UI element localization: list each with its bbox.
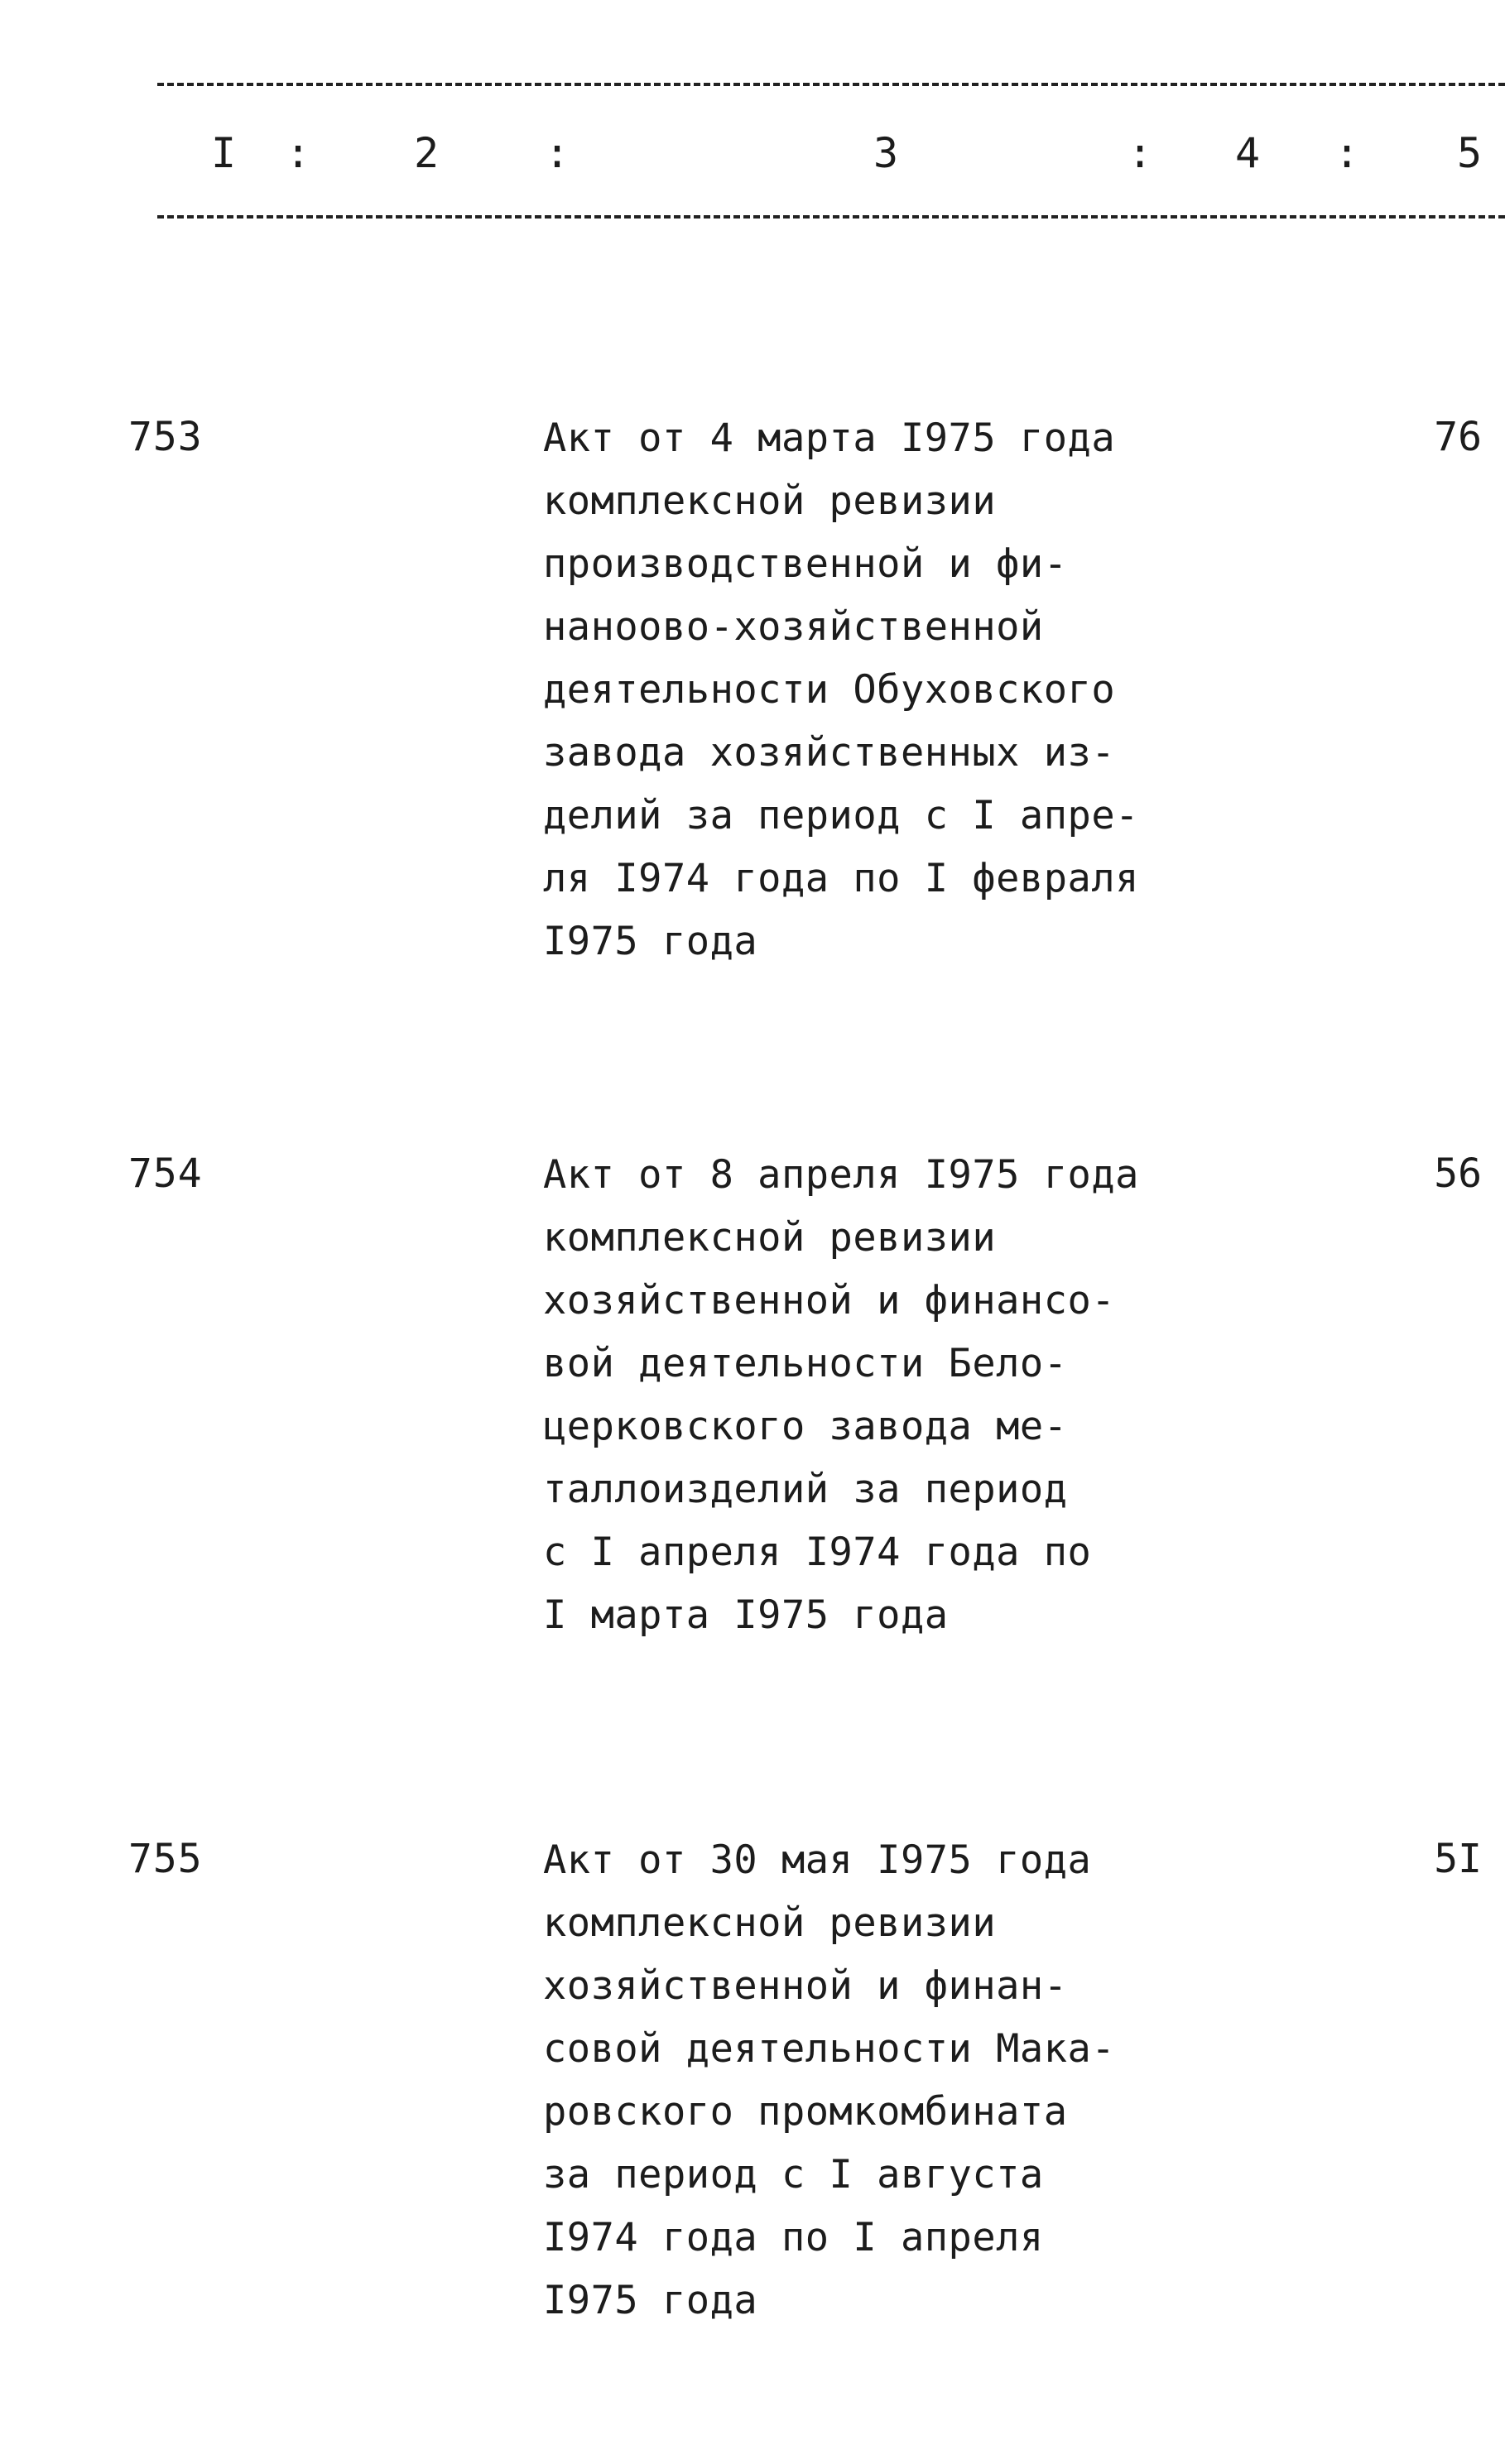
description-line: вой деятельности Бело- xyxy=(543,1341,1068,1386)
header-bottom-rule xyxy=(157,215,1505,219)
record-description xyxy=(543,407,1189,973)
column-header-3: 3 xyxy=(873,129,899,177)
column-separator: : xyxy=(1334,129,1360,177)
column-header-2: 2 xyxy=(414,129,440,177)
description-line: ля I974 года по I февраля xyxy=(543,856,1139,901)
description-line: комплексной ревизии xyxy=(543,478,997,524)
page-count: 5I xyxy=(1434,1836,1482,1882)
column-header-5: 5 xyxy=(1457,129,1483,177)
column-header-1: I xyxy=(211,129,237,177)
column-header-4: 4 xyxy=(1235,129,1261,177)
column-separator: : xyxy=(1128,129,1153,177)
description-line: церковского завода ме- xyxy=(543,1404,1068,1449)
description-line: комплексной ревизии xyxy=(543,1215,997,1261)
description-line: I974 года по I апреля xyxy=(543,2215,1044,2260)
record-number: 754 xyxy=(128,1150,203,1197)
description-line: завода хозяйственных из- xyxy=(543,730,1116,776)
page-count: 76 xyxy=(1434,414,1482,460)
description-line: деятельности Обуховского xyxy=(543,667,1116,713)
column-separator: : xyxy=(545,129,570,177)
description-line: I марта I975 года xyxy=(543,1592,949,1638)
description-line: I975 года xyxy=(543,2278,758,2323)
description-line: хозяйственной и финансо- xyxy=(543,1278,1116,1323)
description-line: Акт от 30 мая I975 года xyxy=(543,1837,1092,1883)
description-line: комплексной ревизии xyxy=(543,1900,997,1946)
description-line: наноово-хозяйственной xyxy=(543,604,1044,650)
description-line: с I апреля I974 года по xyxy=(543,1530,1092,1575)
header-top-rule xyxy=(157,83,1505,86)
description-line: Акт от 8 апреля I975 года xyxy=(543,1152,1139,1198)
record-number: 755 xyxy=(128,1836,203,1882)
description-line: хозяйственной и финан- xyxy=(543,1963,1068,2009)
description-line: I975 года xyxy=(543,919,758,964)
description-line: ровского промкомбината xyxy=(543,2089,1068,2135)
description-line: производственной и фи- xyxy=(543,541,1068,587)
description-line: делий за период с I апре- xyxy=(543,793,1139,838)
description-line: совой деятельности Мака- xyxy=(543,2026,1116,2072)
description-line: Акт от 4 марта I975 года xyxy=(543,415,1116,461)
description-line: за период с I августа xyxy=(543,2152,1044,2197)
page-count: 56 xyxy=(1434,1150,1482,1197)
description-line: таллоизделий за период xyxy=(543,1467,1068,1512)
column-separator: : xyxy=(286,129,311,177)
record-description xyxy=(543,1829,1189,2332)
record-number: 753 xyxy=(128,414,203,460)
record-description xyxy=(543,1144,1189,1647)
